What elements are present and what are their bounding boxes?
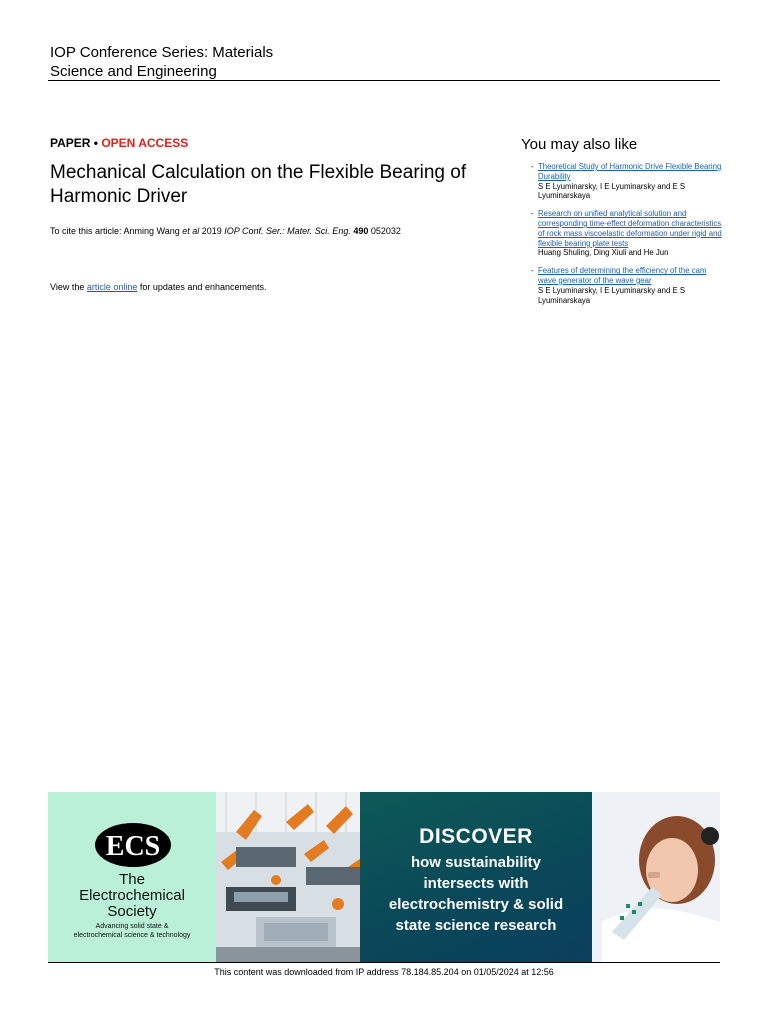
related-heading: You may also like — [521, 136, 638, 153]
related-link-3[interactable]: Features of determining the efficiency of the cam wave generator of the wave gear — [538, 266, 707, 285]
ecs-logo-icon — [92, 814, 174, 872]
org-line-2: Electrochemical — [79, 887, 185, 904]
ecs-brand-panel — [48, 792, 216, 962]
open-access-label: OPEN ACCESS — [101, 136, 189, 150]
journal-line-2: Science and Engineering — [50, 63, 217, 80]
footer-divider — [48, 962, 720, 963]
org-line-1: The — [119, 871, 145, 888]
citation — [50, 226, 401, 236]
related-authors-2: Huang Shuling, Ding Xiuli and He Jun — [538, 248, 669, 258]
discover-panel — [360, 792, 592, 962]
download-notice: This content was downloaded from IP address 78.184.85.204 on 01/05/2024 at 12:56 — [214, 967, 554, 977]
article-online-link[interactable]: article online — [86, 282, 138, 292]
cite-article-number: 052032 — [368, 226, 401, 236]
list-dash: - — [531, 162, 534, 171]
discover-line-3: electrochemistry & solid — [388, 896, 564, 913]
article-title: Mechanical Calculation on the Flexible Bearing of Harmonic Driver — [50, 162, 467, 207]
related-item — [531, 266, 723, 305]
tagline-line-1: Advancing solid state & — [95, 923, 169, 930]
list-dash: - — [531, 209, 534, 219]
view-online-notice — [50, 282, 266, 292]
ecs-tagline — [48, 922, 216, 940]
discover-heading: DISCOVER — [419, 825, 533, 848]
ecs-advertisement-banner[interactable] — [48, 792, 720, 962]
list-dash: - — [531, 266, 534, 276]
paper-label: PAPER — [50, 136, 91, 150]
journal-name — [50, 43, 273, 81]
related-link-1[interactable]: Theoretical Study of Harmonic Drive Flexible Bearing Durability — [538, 162, 722, 181]
robot-arms-illustration — [216, 792, 376, 962]
discover-line-1: how sustainability — [410, 854, 542, 871]
tagline-line-2: electrochemical science & technology — [73, 932, 191, 939]
scientist-illustration — [592, 792, 720, 962]
discover-line-4: state science research — [395, 917, 557, 934]
ecs-org-name — [48, 872, 216, 920]
paper-type-label — [50, 136, 188, 150]
discover-body — [360, 852, 592, 936]
cite-year: 2019 — [199, 226, 225, 236]
label-separator: • — [90, 136, 102, 150]
view-suffix: for updates and enhancements. — [137, 282, 267, 292]
related-link-2[interactable]: Research on unified analytical solution and corresponding time-effect deformation characteristics of rock mass viscoelastic deformation under rigid and flexible bearing plate tests — [538, 209, 722, 248]
view-prefix: View the — [50, 282, 87, 292]
related-authors-1: S E Lyuminarsky, I E Lyuminarsky and E S Lyuminarskaya — [538, 181, 686, 201]
related-item — [531, 209, 723, 258]
cite-prefix: To cite this article: Anming Wang — [50, 226, 183, 236]
factory-robots-image — [216, 792, 376, 962]
discover-line-2: intersects with — [423, 875, 529, 892]
related-articles-list — [531, 162, 723, 313]
cite-etal: et al — [182, 226, 200, 236]
ecs-logo-text: ECS — [105, 831, 161, 862]
header-divider — [48, 80, 720, 81]
journal-line-1: IOP Conference Series: Materials — [50, 44, 274, 61]
cite-journal: IOP Conf. Ser.: Mater. Sci. Eng. — [224, 226, 351, 236]
scientist-photo — [592, 792, 720, 962]
cite-volume: 490 — [353, 226, 369, 236]
org-line-3: Society — [107, 903, 157, 920]
related-authors-3: S E Lyuminarsky, I E Lyuminarsky and E S Lyuminarskaya — [538, 285, 686, 305]
related-item — [531, 162, 723, 201]
